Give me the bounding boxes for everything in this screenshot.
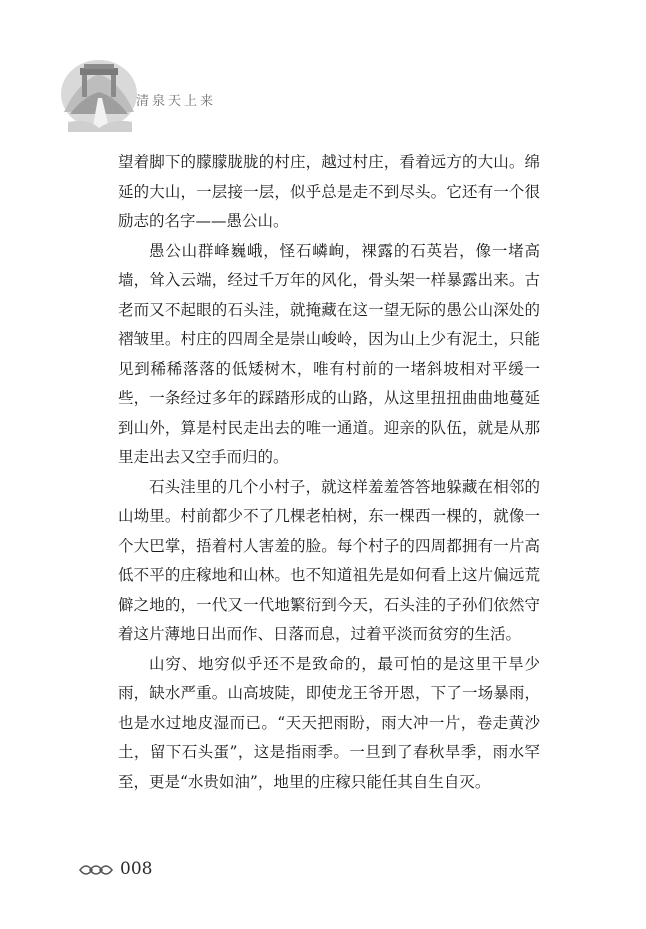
header-title: 清泉天上来	[136, 94, 217, 109]
mountain-gate-emblem-icon	[58, 52, 140, 132]
leaf-ornament-icon	[78, 860, 116, 880]
paragraph: 山穷、地穷似乎还不是致命的，最可怕的是这里干旱少雨，缺水严重。山高坡陡，即使龙王爷开恩，下了一场暴雨，也是水过地皮湿而已。“天天把雨盼，雨大冲一片，卷走黄沙土，留下石头蛋”，这是指雨季。一旦到了春秋旱季，雨水罕至，更是“水贵如油”，地里的庄稼只能任其自生自灭。	[118, 654, 540, 791]
page-number: 008	[120, 859, 153, 879]
paragraph: 愚公山群峰巍峨，怪石嶙峋，裸露的石英岩，像一堵高墙，耸入云端，经过千万年的风化，骨头架一样暴露出来。古老而又不起眼的石头洼，就掩藏在这一望无际的愚公山深处的褶皱里。村庄的四周全是崇山峻岭，因为山上少有泥土，只能见到稀稀落落的低矮树木，唯有村前的一堵斜坡相对平缓一些，一条经过多年的踩踏形成的山路，从这里扭扭曲曲地蔓延到山外，算是村民走出去的唯一通道。迎亲的队伍，就是从那里走出去又空手而归的。	[118, 241, 540, 466]
paragraph: 石头洼里的几个小村子，就这样羞羞答答地躲藏在相邻的山坳里。村前都少不了几棵老柏树，东一棵西一棵的，就像一个大巴掌，捂着村人害羞的脸。每个村子的四周都拥有一片高低不平的庄稼地和山林。也不知道祖先是如何看上这片偏远荒僻之地的，一代又一代地繁衍到今天，石头洼的子孙们依然守着这片薄地日出而作、日落而息，过着平淡而贫穷的生活。	[118, 477, 540, 643]
paragraph: 望着脚下的朦朦胧胧的村庄，越过村庄，看着远方的大山。绵延的大山，一层接一层，似乎总是走不到尽头。它还有一个很励志的名字——愚公山。	[118, 153, 540, 230]
running-header	[58, 52, 298, 132]
body-text	[118, 148, 540, 797]
